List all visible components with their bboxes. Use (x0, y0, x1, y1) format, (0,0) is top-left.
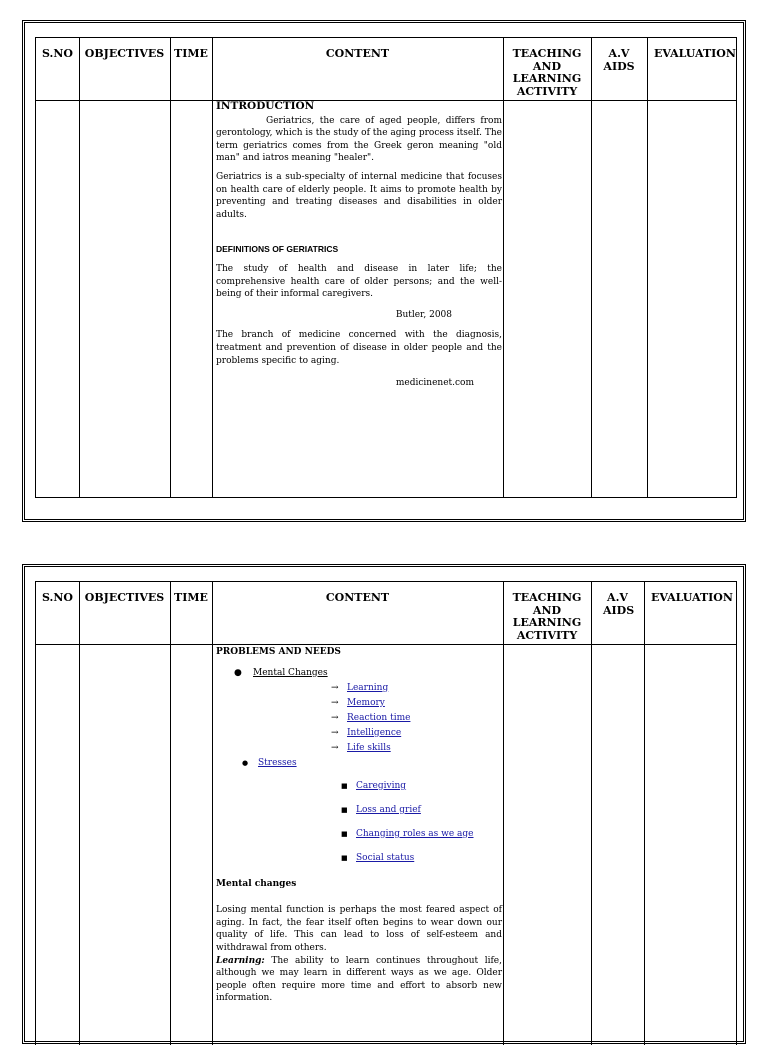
column-divider (79, 582, 80, 1045)
header-sno: S.NO (41, 47, 74, 60)
content-cell (216, 646, 502, 1005)
list-item[interactable] (216, 727, 502, 742)
bullet-icon: ● (234, 667, 242, 678)
square-bullet-icon: ■ (341, 781, 348, 790)
arrow-right-icon: → (331, 742, 339, 753)
column-divider (170, 582, 171, 1045)
link-loss-and-grief[interactable]: Loss and grief (356, 804, 421, 815)
section-heading-problems-needs: PROBLEMS AND NEEDS (216, 647, 341, 657)
column-divider (79, 38, 80, 497)
definition-1-source: Butler, 2008 (395, 309, 452, 320)
table-grid (35, 581, 737, 1045)
header-teaching-learning-activity: TEACHING AND LEARNING ACTIVITY (512, 47, 582, 98)
list-item[interactable] (216, 742, 502, 757)
section-heading-introduction: INTRODUCTION (216, 100, 315, 112)
header-evaluation: EVALUATION (654, 47, 736, 60)
list-item[interactable] (216, 682, 502, 697)
header-objectives: OBJECTIVES (84, 47, 165, 60)
lesson-plan-table-2 (22, 564, 746, 1044)
link-life-skills[interactable]: Life skills (347, 742, 391, 753)
definition-1: The study of health and disease in later life; the comprehensive health care of older persons; and the well-being of their informal caregivers. (216, 263, 502, 300)
link-stresses[interactable]: Stresses (258, 757, 297, 768)
column-divider (591, 38, 592, 497)
header-content: CONTENT (325, 591, 390, 604)
link-memory[interactable]: Memory (347, 697, 385, 708)
header-divider (36, 644, 736, 645)
mental-changes-label: Mental Changes (253, 667, 328, 678)
bullet-icon: ● (242, 758, 249, 767)
arrow-right-icon: → (331, 682, 339, 693)
list-item[interactable] (216, 852, 502, 876)
list-item[interactable] (216, 757, 502, 772)
arrow-right-icon: → (331, 727, 339, 738)
column-divider (212, 38, 213, 497)
link-reaction-time[interactable]: Reaction time (347, 712, 411, 723)
section-heading-definitions: DEFINITIONS OF GERIATRICS (216, 244, 339, 255)
header-av-aids: A.V AIDS (603, 591, 635, 617)
learning-label: Learning: (216, 955, 265, 966)
table-grid (35, 37, 737, 498)
column-divider (647, 38, 648, 497)
definition-2: The branch of medicine concerned with the diagnosis, treatment and prevention of disease in older people and the problems specific to aging. (216, 330, 502, 366)
square-bullet-icon: ■ (341, 829, 348, 838)
list-item[interactable] (216, 804, 502, 828)
square-bullet-icon: ■ (341, 805, 348, 814)
header-content: CONTENT (325, 47, 390, 60)
content-cell (216, 101, 502, 390)
link-intelligence[interactable]: Intelligence (347, 727, 402, 738)
learning-text: The ability to learn continues throughout life, although we may learn in different ways as we age. Older people often require more time and effort to absorb new information. (216, 955, 502, 1004)
list-item (216, 667, 502, 682)
header-time: TIME (174, 47, 208, 60)
column-divider (591, 582, 592, 1045)
subheading-mental-changes: Mental changes (216, 878, 297, 889)
link-caregiving[interactable]: Caregiving (356, 780, 407, 791)
intro-paragraph-1: Geriatrics, the care of aged people, differs from gerontology, which is the study of the aging process itself. The term geriatrics comes from the Greek geron meaning "old man" and iatros meaning "healer". (216, 115, 502, 164)
list-item[interactable] (216, 828, 502, 852)
link-changing-roles[interactable]: Changing roles as we age (356, 828, 474, 839)
lesson-plan-table-1 (22, 20, 746, 522)
square-bullet-icon: ■ (341, 853, 348, 862)
header-time: TIME (174, 591, 208, 604)
list-item[interactable] (216, 712, 502, 727)
learning-paragraph (216, 955, 502, 1005)
column-divider (644, 582, 645, 1045)
definition-2-source: medicinenet.com (395, 378, 474, 389)
mental-changes-paragraph: Losing mental function is perhaps the most feared aspect of aging. In fact, the fear itself often begins to wear down our quality of life. This can lead to loss of self-esteem and withdrawal from others. (216, 905, 502, 953)
header-objectives: OBJECTIVES (84, 591, 165, 604)
column-divider (212, 582, 213, 1045)
header-av-aids: A.V AIDS (603, 47, 635, 73)
header-teaching-learning-activity: TEACHING AND LEARNING ACTIVITY (512, 591, 582, 642)
header-sno: S.NO (41, 591, 74, 604)
header-evaluation: EVALUATION (651, 591, 733, 604)
intro-paragraph-2: Geriatrics is a sub-specialty of internal medicine that focuses on health care of elderly people. It aims to promote health by preventing and treating diseases and disabilities in older adults. (216, 171, 502, 220)
link-social-status[interactable]: Social status (356, 852, 415, 863)
link-learning[interactable]: Learning (347, 682, 389, 693)
column-divider (170, 38, 171, 497)
arrow-right-icon: → (331, 712, 339, 723)
list-item[interactable] (216, 780, 502, 804)
arrow-right-icon: → (331, 697, 339, 708)
column-divider (503, 582, 504, 1045)
column-divider (503, 38, 504, 497)
list-item[interactable] (216, 697, 502, 712)
